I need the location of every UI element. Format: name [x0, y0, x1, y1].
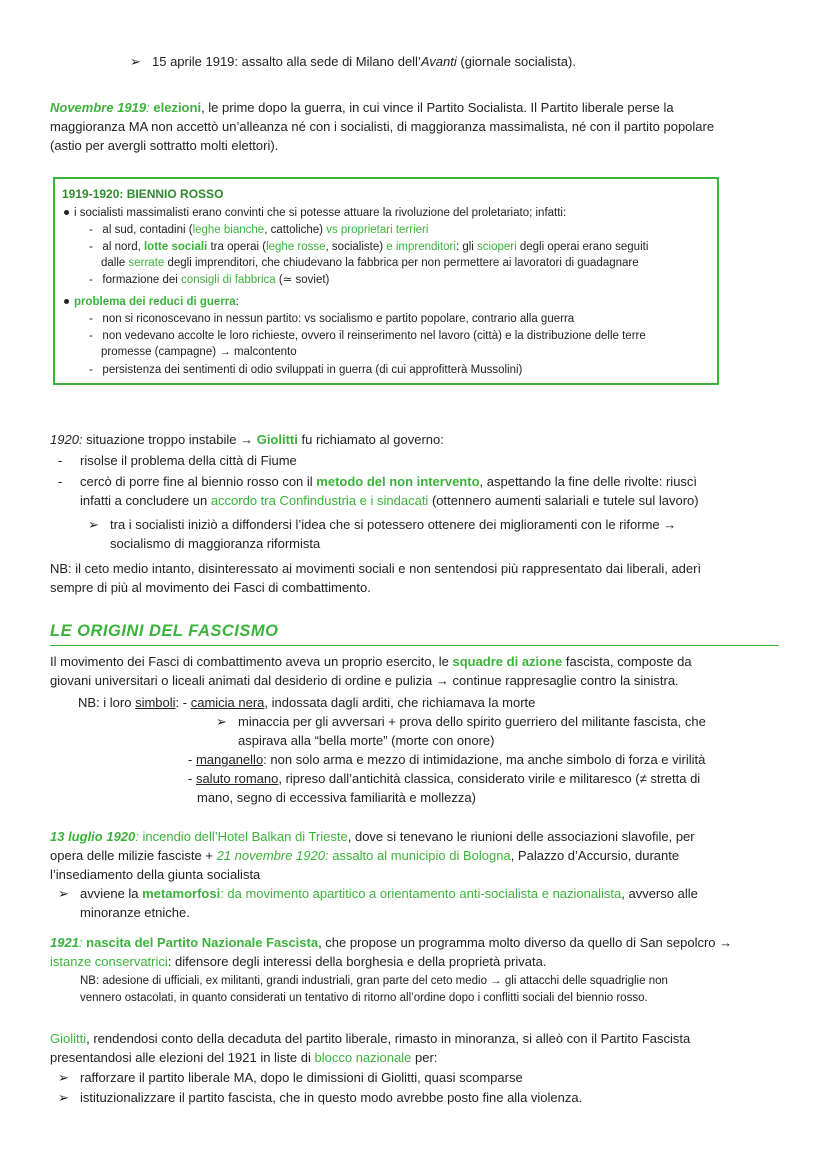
box-bullet-1: i socialisti massimalisti erano convinti che si potesse attuare la rivoluzione del proletariato; infatti: [64, 205, 566, 221]
saluto-line: - saluto romano, ripreso dall’antichità classica, considerato virile e militaresco (≠ stretta di [188, 771, 701, 786]
box-dash-2: - al nord, lotte sociali tra operai (leghe rosse, socialiste) e imprenditori: gli scioperi degli operai erano seguiti [89, 241, 649, 253]
arrow-bullet-icon: ➢ [58, 1090, 69, 1105]
nb-ceto-medio-2: sempre di più al movimento dei Fasci di combattimento. [50, 580, 371, 595]
saluto-cont: mano, segno di eccessiva familiarità e mollezza) [197, 790, 476, 805]
riformisti-cont: socialismo di maggioranza riformista [110, 536, 321, 551]
istituzionalizzare-line: ➢ istituzionalizzare il partito fascista, che in questo modo avrebbe posto fine alla violenza. [58, 1090, 583, 1105]
box-dash-4: - non si riconoscevano in nessun partito: vs socialismo e partito popolare, contrario alla guerra [89, 313, 575, 325]
blocco-line: presentandosi alle elezioni del 1921 in liste di blocco nazionale per: [50, 1050, 438, 1065]
box-dash-2-cont: dalle serrate degli imprenditori, che chiudevano la fabbrica per non permettere ai lavoratori di guadagnare [101, 257, 639, 269]
accordo-text: infatti a concludere un accordo tra Confindustria e i sindacati (ottennero aumenti salariali e tutele sul lavoro) [80, 493, 699, 508]
squadre-line-1: Il movimento dei Fasci di combattimento aveva un proprio esercito, le squadre di azione fascista, composte da [50, 654, 692, 669]
giunta-line: l’insediamento della giunta socialista [50, 867, 261, 882]
box-dash-5: - non vedevano accolte le loro richieste, ovvero il reinserimento nel lavoro (città) e la distribuzione delle terre [89, 330, 646, 342]
box-dash-5-cont: promesse (campagne) → malcontento [101, 346, 297, 358]
arrow-bullet-icon: ➢ [58, 886, 69, 901]
squadre-line-2: giovani universitari o liceali animati dal desiderio di ordine e pulizia → continue rappresaglie contro la sinistra. [50, 673, 679, 688]
rafforzare-line: ➢ rafforzare il partito liberale MA, dopo le dimissioni di Giolitti, quasi scomparse [58, 1070, 523, 1085]
elections-1919-paragraph: Novembre 1919: elezioni, le prime dopo la guerra, in cui vince il Partito Socialista. Il Partito liberale perse la maggioranza MA non accettò un’alleanza né con i socialisti, di maggioranza massimalista, né con il partito popolare (astio per avergli sottratto molti elettori). [50, 100, 715, 153]
arrow-bullet-icon: ➢ [216, 714, 227, 729]
avanti-assault-line: ➢ 15 aprile 1919: assalto alla sede di Milano dell’Avanti (giornale socialista). [130, 54, 576, 69]
balkan-line: 13 luglio 1920: incendio dell’Hotel Balkan di Trieste, dove si tenevano le riunioni delle associazioni slavofile, per [50, 829, 695, 844]
box-dash-1: - al sud, contadini (leghe bianche, cattoliche) vs proprietari terrieri [89, 224, 429, 236]
nb-ceto-medio-1: NB: il ceto medio intanto, disinteressato ai movimenti sociali e non sentendosi più rappresentato dai liberali, aderì [50, 561, 702, 576]
box-title: 1919-1920: BIENNIO ROSSO [62, 187, 224, 201]
camicia-nera-arrow: ➢ minaccia per gli avversari + prova dello spirito guerriero del militante fascista, che [216, 714, 706, 729]
arrow-bullet-icon: ➢ [88, 517, 99, 532]
riformisti-line: ➢ tra i socialisti iniziò a diffondersi l’idea che si potessero ottenere dei miglioramenti con le riforme → [88, 517, 677, 532]
fiume-text: risolse il problema della città di Fiume [80, 453, 297, 468]
fiume-dash: - [58, 453, 63, 468]
section-title: LE ORIGINI DEL FASCISMO [50, 622, 279, 640]
pnf-line: 1921: nascita del Partito Nazionale Fascista, che propose un programma molto diverso da quello di San sepolcro → [50, 935, 733, 950]
camicia-nera-cont: aspirava alla “bella morte” (morte con onore) [238, 733, 495, 748]
istanze-line: istanze conservatrici: difensore degli interessi della borghesia e della proprietà privata. [50, 954, 547, 969]
arrow-bullet-icon: ➢ [58, 1070, 69, 1085]
biennio-rosso-box [53, 177, 719, 385]
box-bullet-2: problema dei reduci di guerra: [64, 294, 239, 310]
bullet-dot-icon [64, 210, 69, 215]
manganello-line: - manganello: non solo arma e mezzo di intimidazione, ma anche simbolo di forza e virilità [188, 752, 706, 767]
non-intervento-text: cercò di porre fine al biennio rosso con il metodo del non intervento, aspettando la fine delle rivolte: riuscì [80, 474, 698, 489]
giolitti-1920-line: 1920: situazione troppo instabile → Giolitti fu richiamato al governo: [50, 432, 444, 447]
metamorfosi-line: ➢ avviene la metamorfosi: da movimento apartitico a orientamento anti-socialista e nazionalista, avverso alle [58, 886, 698, 901]
nb-adesione-1: NB: adesione di ufficiali, ex militanti, grandi industriali, gran parte del ceto medio → gli attacchi delle squadriglie non [80, 975, 668, 987]
simboli-line: NB: i loro simboli: - camicia nera, indossata dagli arditi, che richiamava la morte [78, 695, 536, 710]
arrow-bullet-icon: ➢ [130, 54, 141, 69]
section-divider [50, 645, 779, 646]
non-intervento-dash: - [58, 474, 63, 489]
box-dash-3: - formazione dei consigli di fabbrica (≃ soviet) [89, 274, 330, 286]
box-dash-6: - persistenza dei sentimenti di odio sviluppati in guerra (di cui approfitterà Mussolini) [89, 364, 523, 376]
bologna-line: opera delle milizie fasciste + 21 novembre 1920: assalto al municipio di Bologna, Palazzo d’Accursio, durante [50, 848, 680, 863]
bullet-dot-icon [64, 299, 69, 304]
nb-adesione-2: vennero ostacolati, in quanto considerati un tentativo di ritorno all’ordine dopo i conflitti sociali del biennio rosso. [80, 992, 648, 1004]
giolitti-alleanza-line: Giolitti, rendendosi conto della decaduta del partito liberale, rimasto in minoranza, si alleò con il Partito Fascista [50, 1031, 691, 1046]
metamorfosi-cont: minoranze etniche. [80, 905, 190, 920]
